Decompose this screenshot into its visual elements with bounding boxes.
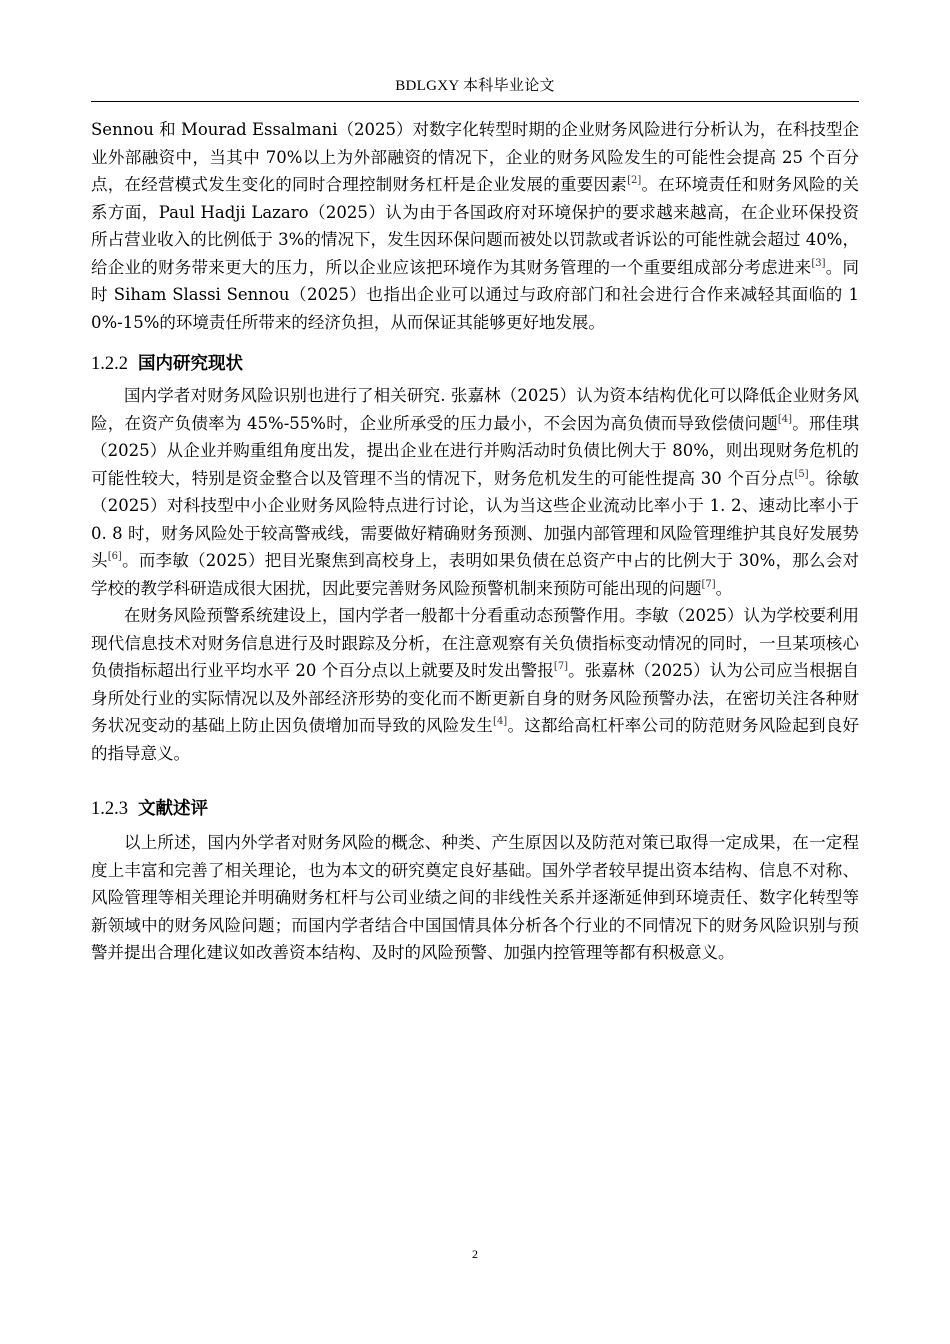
paragraph-early-warning [91,602,859,767]
paragraph-text: 以上所述，国内外学者对财务风险的概念、种类、产生原因以及防范对策已取得一定成果，在一定程度上丰富和完善了相关理论，也为本文的研究奠定良好基础。国外学者较早提出资本结构、信息不对称、风险管理等相关理论并明确财务杠杆与公司业绩之间的非线性关系并逐渐延伸到环境责任、数字化转型等新领域中的财务风险问题；而国内学者结合中国国情具体分析各个行业的不同情况下的财务风险识别与预警并提出合理化建议如改善资本结构、及时的风险预警、加强内控管理等都有积极意义。 [91,833,859,962]
citation-ref: [4] [493,716,508,727]
paragraph-domestic-research [91,382,859,602]
section-heading-1-2-2 [91,350,859,378]
paragraph-text: 。在环境责任和财务风险的关系方面，Paul Hadji Lazaro（2025）认为由于各国政府对环境保护的要求越来越高，在企业环保投资所占营业收入的比例低于 3%的情况下，发生因环保问题而被处以罚款或者诉讼的可能性就会超过 40%，给企业的财务带来更大的压力，所以企业应该把环境作为其财务管理的一个重要组成部分考虑进来 [91,175,860,277]
paragraph-text: 。 [715,578,733,598]
citation-ref: [4] [777,413,793,425]
paragraph-text: 。徐敏（2025）对科技型中小企业财务风险特点进行讨论，认为当这些企业流动比率小于 1. 2、速动比率小于 0. 8 时，财务风险处于较高警戒线，需要做好精确财务预测、加强内部管理和风险管理维护其良好发展势头 [91,468,859,570]
section-title: 国内研究现状 [138,354,243,374]
paragraph-text: Sennou 和 Mourad Essalmani（2025）对数字化转型时期的企业财务风险进行分析认为，在科技型企业外部融资中，当其中 70%以上为外部融资的情况下，企业的财务风险发生的可能性会提高 25 个百分点，在经营模式发生变化的同时合理控制财务杠杆是企业发展的重要因素 [91,120,859,194]
paragraph-text: 。而李敏（2025）把目光聚焦到高校身上，表明如果负债在总资产中占的比例大于 30%，那么会对学校的教学科研造成很大困扰，因此要完善财务风险预警机制来预防可能出现的问题 [91,551,859,598]
citation-ref: [5] [794,468,809,480]
citation-ref: [7] [553,661,569,672]
citation-ref: [2] [627,175,642,186]
paragraph-literature-review [91,829,859,967]
header-divider [91,101,859,102]
paragraph-text: 。这都给高杠杆率公司的防范财务风险起到良好的指导意义。 [91,716,860,763]
section-number: 1.2.2 [91,354,128,374]
citation-ref: [7] [701,578,716,590]
paragraph-text: 。同时 Siham Slassi Sennou（2025）也指出企业可以通过与政府部门和社会进行合作来减轻其面临的 10%-15%的环境责任所带来的经济负担，从而保证其能够更好地发展。 [91,257,860,332]
paragraph-text: 。邢佳琪（2025）从企业并购重组角度出发，提出企业在进行并购活动时负债比例大于 80%，则出现财务危机的可能性较大，特别是资金整合以及管理不当的情况下，财务危机发生的可能性提高 30 个百分点 [91,413,859,488]
citation-ref: [3] [811,257,826,269]
paragraph-text: 国内学者对财务风险识别也进行了相关研究. 张嘉林（2025）认为资本结构优化可以降低企业财务风险，在资产负债率为 45%-55%时，企业所承受的压力最小，不会因为高负债而导致偿债问题 [91,386,859,433]
section-heading-1-2-3 [91,795,859,823]
section-title: 文献述评 [138,799,208,819]
paragraph-text: 在财务风险预警系统建设上，国内学者一般都十分看重动态预警作用。李敏（2025）认为学校要利用现代信息技术对财务信息进行及时跟踪及分析，在注意观察有关负债指标变动情况的同时，一旦某项核心负债指标超出行业平均水平 20 个百分点以上就要及时发出警报 [91,606,859,680]
citation-ref: [6] [107,551,122,562]
paragraph-text: 。张嘉林（2025）认为公司应当根据自身所处行业的实际情况以及外部经济形势的变化而不断更新自身的财务风险预警办法，在密切关注各种财务状况变动的基础上防止因负债增加而导致的风险发生 [91,661,859,735]
page-body [91,116,859,967]
section-number: 1.2.3 [91,799,128,819]
paragraph-foreign-research-continued [91,116,859,336]
page-number: 2 [472,1247,478,1261]
running-header: BDLGXY 本科毕业论文 [395,78,555,94]
